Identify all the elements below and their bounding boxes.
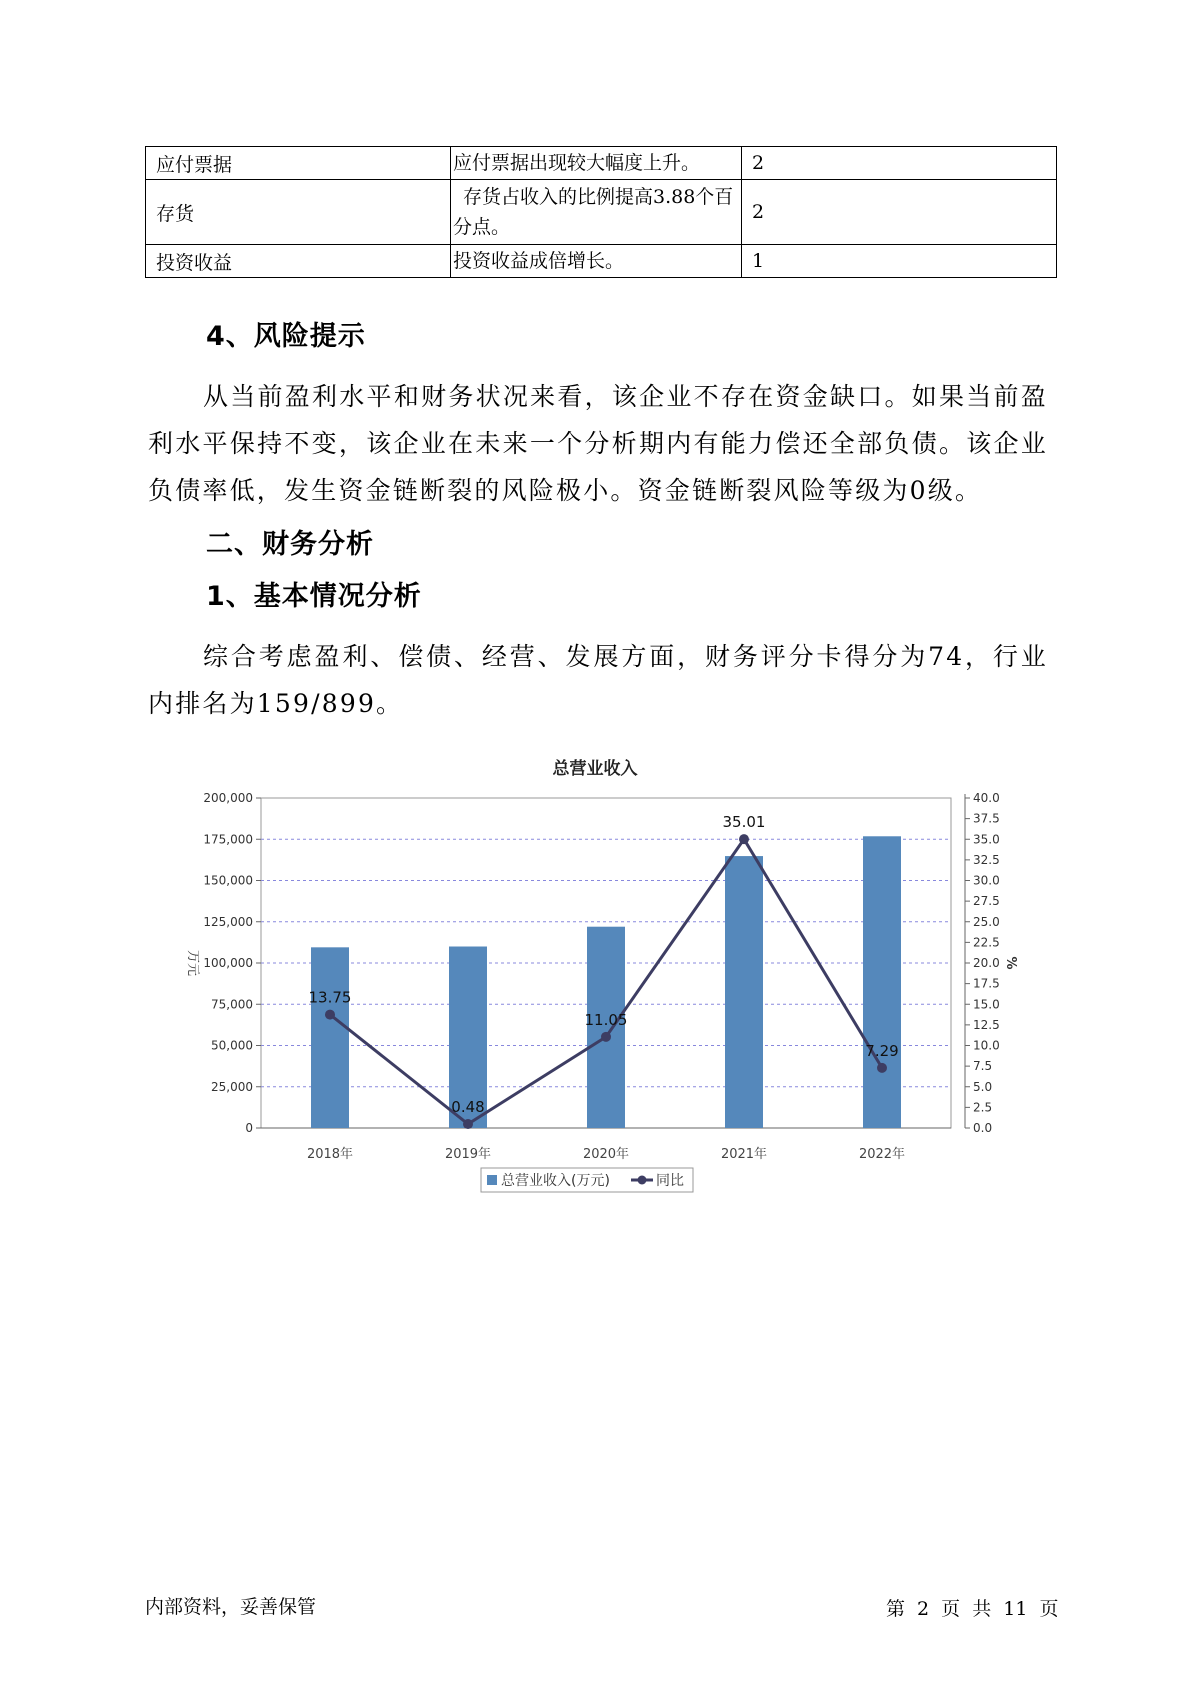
table-cell-item: 存货 (146, 180, 451, 245)
finance-heading: 二、财务分析 (206, 529, 374, 560)
legend-bar-swatch (487, 1175, 497, 1185)
y2-tick-label: 20.0 (973, 956, 1000, 970)
legend-bar-label: 总营业收入(万元) (501, 1173, 610, 1189)
x-tick-label: 2020年 (582, 1147, 630, 1162)
y2-tick-label: 27.5 (973, 894, 1000, 909)
y-tick-label: 175,000 (203, 832, 253, 847)
y-tick-label: 200,000 (203, 791, 253, 805)
y2-tick-label: 25.0 (973, 914, 1000, 929)
yoy-point (877, 1063, 887, 1073)
table-cell-item: 应付票据 (146, 147, 451, 180)
y2-tick-label: 7.5 (973, 1059, 993, 1074)
y2-tick-label: 12.5 (973, 1017, 1000, 1032)
chart-title: 总营业收入 (552, 759, 638, 779)
y2-tick-label: 35.0 (973, 832, 1000, 847)
y2-tick-label: 15.0 (973, 997, 1000, 1012)
yoy-point (325, 1010, 335, 1020)
risk-heading: 4、风险提示 (206, 321, 366, 352)
table-row (146, 245, 1057, 278)
revenue-chart-svg (175, 750, 1045, 1220)
yoy-data-label: 11.05 (584, 1010, 628, 1029)
yoy-data-label: 7.29 (865, 1041, 899, 1060)
table-cell-level: 1 (742, 245, 1057, 278)
y2-tick-label: 0.0 (973, 1121, 993, 1135)
footer-confidential: 内部资料，妥善保管 (145, 1596, 317, 1618)
table-cell-item: 投资收益 (146, 245, 451, 278)
risk-table (145, 146, 1057, 278)
table-cell-desc: 投资收益成倍增长。 (451, 245, 742, 278)
legend-line-label: 同比 (656, 1173, 684, 1189)
yoy-data-label: 35.01 (722, 813, 766, 832)
x-tick-label: 2019年 (444, 1147, 492, 1162)
x-tick-label: 2021年 (720, 1147, 768, 1162)
y2-tick-label: 17.5 (973, 976, 1000, 991)
y-tick-label: 75,000 (211, 997, 253, 1012)
yoy-data-label: 0.48 (451, 1098, 485, 1117)
basic-analysis-heading: 1、基本情况分析 (206, 581, 422, 612)
table-cell-desc: 存货占收入的比例提高3.88个百分点。 (451, 180, 742, 245)
table-cell-level: 2 (742, 147, 1057, 180)
x-tick-label: 2018年 (306, 1147, 354, 1162)
table-cell-desc: 应付票据出现较大幅度上升。 (451, 147, 742, 180)
y2-tick-label: 5.0 (973, 1079, 993, 1094)
y2-tick-label: 32.5 (973, 852, 1000, 867)
y2-tick-label: 40.0 (973, 791, 1000, 805)
risk-paragraph: 从当前盈利水平和财务状况来看，该企业不存在资金缺口。如果当前盈利水平保持不变，该企业在未来一个分析期内有能力偿还全部负债。该企业负债率低，发生资金链断裂的风险极小。资金链断裂风险等级为0级。 (148, 382, 1048, 505)
yoy-data-label: 13.75 (308, 988, 352, 1007)
table-row (146, 180, 1057, 245)
y-tick-label: 25,000 (211, 1079, 253, 1094)
y-tick-label: 150,000 (203, 873, 253, 888)
revenue-bar (725, 856, 763, 1128)
y-tick-label: 100,000 (203, 956, 253, 970)
yoy-point (601, 1032, 611, 1042)
footer-page-number: 第 2 页 共 11 页 (886, 1598, 1059, 1620)
y2-tick-label: 22.5 (973, 935, 1000, 950)
revenue-bar (863, 836, 901, 1128)
y2-tick-label: 37.5 (973, 811, 1000, 826)
revenue-bar (311, 947, 349, 1128)
y-tick-label: 125,000 (203, 914, 253, 929)
table-row (146, 147, 1057, 180)
revenue-chart (175, 750, 1045, 1220)
y2-tick-label: 30.0 (973, 873, 1000, 888)
basic-analysis-paragraph: 综合考虑盈利、偿债、经营、发展方面，财务评分卡得分为74，行业内排名为159/899。 (148, 642, 1048, 718)
yoy-point (739, 834, 749, 844)
y2-axis-label: % (1003, 956, 1018, 970)
y2-tick-label: 10.0 (973, 1038, 1000, 1053)
y2-tick-label: 2.5 (973, 1100, 993, 1115)
legend-line-marker (638, 1176, 647, 1185)
table-cell-level: 2 (742, 180, 1057, 245)
x-tick-label: 2022年 (858, 1147, 906, 1162)
y-tick-label: 0 (245, 1121, 253, 1135)
yoy-point (463, 1119, 473, 1129)
y-axis-label: 万元 (185, 949, 200, 977)
y-tick-label: 50,000 (211, 1038, 253, 1053)
